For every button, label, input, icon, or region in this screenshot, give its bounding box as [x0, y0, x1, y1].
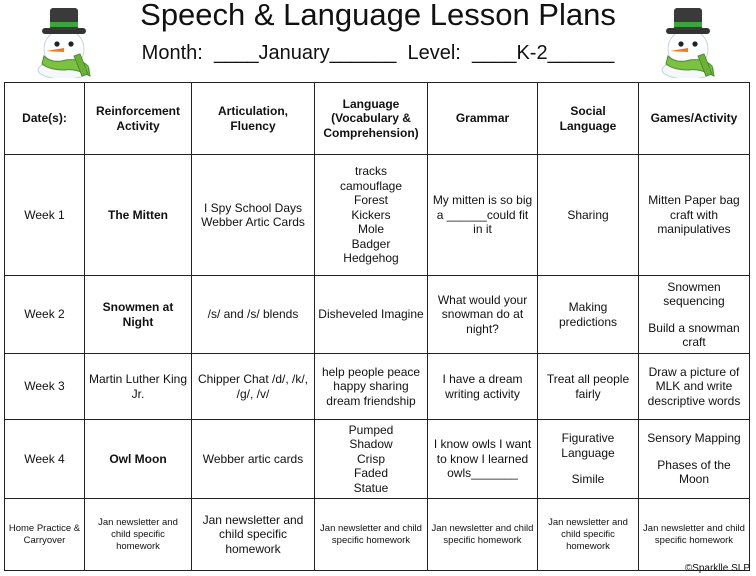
vocab-word: Forest [353, 193, 388, 208]
reinforcement-cell: The Mitten [85, 155, 192, 276]
week-row [5, 155, 750, 276]
vocab-word: Pumped [348, 422, 394, 437]
social-cell: Making predictions [538, 276, 639, 354]
week-row [5, 276, 750, 354]
month-label: Month: [141, 42, 203, 64]
home-practice-label: Home Practice & Carryover [5, 499, 85, 571]
language-cell [315, 420, 428, 499]
copyright-credit: ©Sparklle SLP [684, 563, 750, 574]
grammar-cell: I have a dream writing activity [428, 354, 538, 420]
vocab-word: Faded [353, 466, 389, 481]
level-value: ____K-2______ [471, 42, 615, 64]
month-value: ____January______ [213, 42, 397, 64]
week-row [5, 354, 750, 420]
language-cell: help people peace happy sharing dream friendship [315, 354, 428, 420]
col-header-games: Games/Activity [639, 83, 750, 155]
social-cell: Sharing [538, 155, 639, 276]
games-item: Sensory Mapping [647, 431, 741, 446]
games-item: Build a snowman craft [648, 320, 740, 349]
week-date: Week 1 [5, 155, 85, 276]
reinforcement-cell: Martin Luther King Jr. [85, 354, 192, 420]
articulation-cell: Webber artic cards [192, 420, 315, 499]
articulation-cell: /s/ and /s/ blends [192, 276, 315, 354]
week-date: Week 3 [5, 354, 85, 420]
games-cell: Mitten Paper bag craft with manipulatives [639, 155, 750, 276]
week-date: Week 2 [5, 276, 85, 354]
reinforcement-cell: Jan newsletter and child specific homework [85, 499, 192, 571]
col-header-language: Language (Vocabulary & Comprehension) [315, 83, 428, 155]
social-cell: Treat all people fairly [538, 354, 639, 420]
games-cell: Jan newsletter and child specific homework [639, 499, 750, 571]
games-cell [639, 420, 750, 499]
col-header-dates: Date(s): [5, 83, 85, 155]
week-row [5, 420, 750, 499]
language-cell [315, 155, 428, 276]
games-cell [639, 276, 750, 354]
vocab-word: camouflage [339, 178, 403, 193]
reinforcement-cell: Owl Moon [85, 420, 192, 499]
grammar-cell: Jan newsletter and child specific homework [428, 499, 538, 571]
vocab-word: Crisp [356, 451, 385, 466]
month-level-line [0, 40, 756, 66]
vocab-word: Mole [357, 222, 384, 237]
vocab-word: Kickers [351, 207, 391, 222]
vocab-word: Hedgehog [343, 251, 399, 266]
col-header-social: Social Language [538, 83, 639, 155]
articulation-cell: Chipper Chat /d/, /k/, /g/, /v/ [192, 354, 315, 420]
grammar-cell: My mitten is so big a ______could fit in it [428, 155, 538, 276]
vocab-word: Shadow [349, 437, 393, 452]
header-row [5, 83, 750, 155]
language-cell: Disheveled Imagine [315, 276, 428, 354]
articulation-cell: Jan newsletter and child specific homework [192, 499, 315, 571]
games-item: Snowmen sequencing [663, 279, 725, 308]
page-title: Speech & Language Lesson Plans [140, 0, 616, 32]
vocab-word: Badger [351, 236, 391, 251]
language-cell: Jan newsletter and child specific homework [315, 499, 428, 571]
games-cell: Draw a picture of MLK and write descriptive words [639, 354, 750, 420]
articulation-cell: I Spy School Days Webber Artic Cards [192, 155, 315, 276]
vocab-word: Statue [353, 480, 389, 495]
vocab-word: tracks [354, 164, 387, 179]
lesson-plan-table [4, 82, 750, 571]
col-header-articulation: Articulation, Fluency [192, 83, 315, 155]
reinforcement-cell: Snowmen at Night [85, 276, 192, 354]
grammar-cell: I know owls I want to know I learned owls_______ [428, 420, 538, 499]
home-practice-row [5, 499, 750, 571]
week-date: Week 4 [5, 420, 85, 499]
social-item: Figurative Language [561, 431, 615, 460]
grammar-cell: What would your snowman do at night? [428, 276, 538, 354]
level-label: Level: [407, 42, 461, 64]
col-header-grammar: Grammar [428, 83, 538, 155]
social-item: Simile [571, 472, 605, 487]
social-cell: Jan newsletter and child specific homework [538, 499, 639, 571]
games-item: Phases of the Moon [657, 457, 731, 487]
col-header-reinforcement: Reinforcement Activity [85, 83, 192, 155]
social-cell [538, 420, 639, 499]
